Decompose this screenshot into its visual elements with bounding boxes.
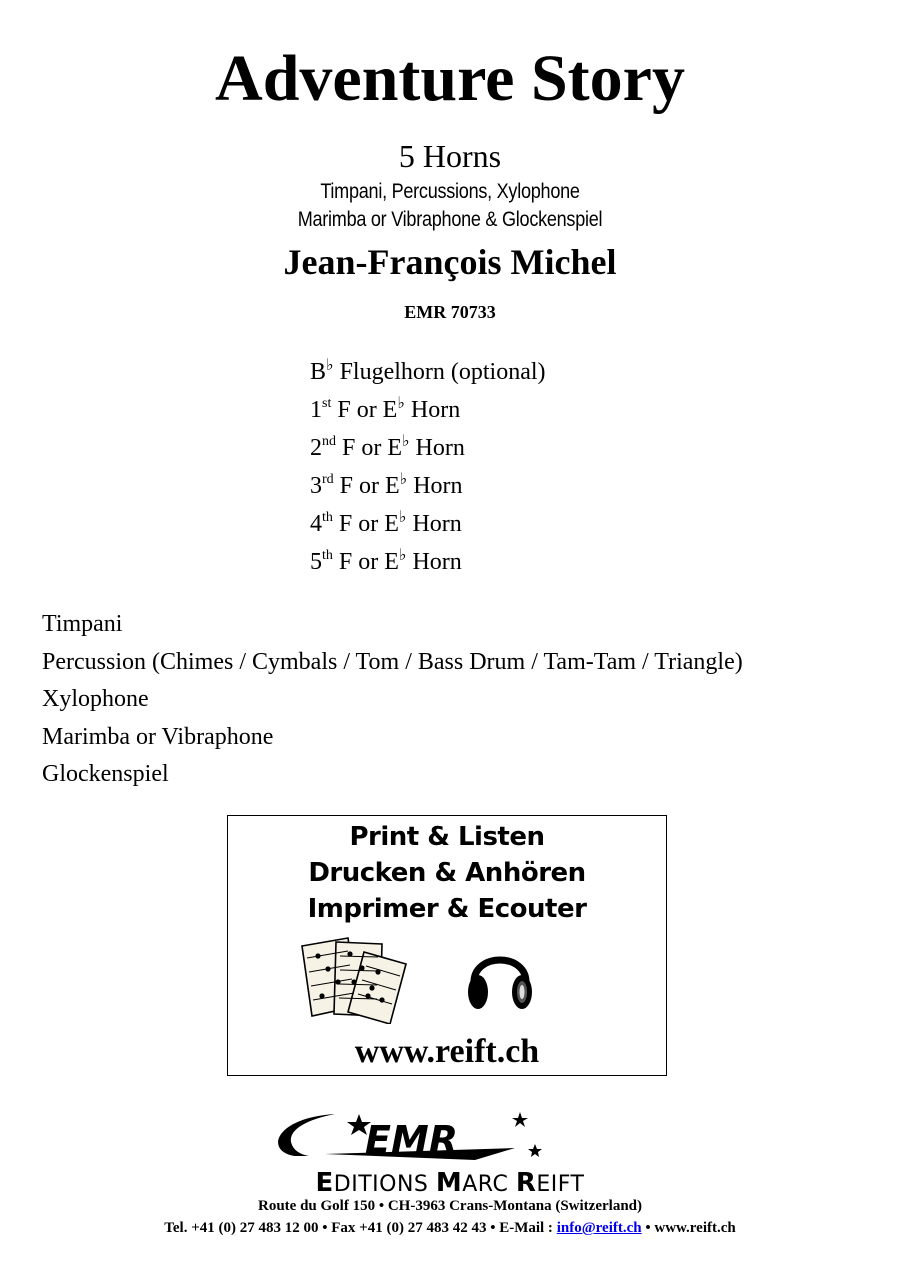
flat-icon: ♭ [398,507,407,526]
part-name: F or E [331,397,398,423]
part-name: F or E [332,549,399,575]
ordinal-suffix: th [322,548,333,563]
instrumentation-line-1: Timpani, Percussions, Xylophone [320,180,580,203]
horn-part [310,505,546,543]
publisher-contact [0,1220,900,1237]
horn-part [310,429,546,467]
part-number: 1 [310,397,322,423]
part-suffix: Horn [409,435,465,461]
horn-part [310,467,546,505]
part-suffix: Horn [406,549,462,575]
ordinal-suffix: th [322,510,333,525]
logo-text: EMR [365,1118,459,1162]
flat-icon: ♭ [398,545,407,564]
part-name: F or E [336,435,402,461]
horn-part [310,543,546,581]
promo-url[interactable]: www.reift.ch [354,1033,540,1070]
instrumentation-line-2: Marimba or Vibraphone & Glockenspiel [297,208,603,231]
promo-line-fr: Imprimer & Ecouter [307,894,587,924]
percussion-part: Marimba or Vibraphone [42,723,274,750]
percussion-part: Timpani [42,611,123,637]
part-suffix: Horn [407,473,463,499]
percussion-part: Percussion (Chimes / Cymbals / Tom / Bass Drum / Tam-Tam / Triangle) [42,648,743,675]
flat-icon: ♭ [402,431,410,450]
part-name: Flugelhorn (optional) [333,359,546,385]
page-title: Adventure Story [215,42,685,115]
part-number: B [310,359,327,385]
part-number: 3 [310,473,322,499]
part-suffix: Horn [406,511,462,537]
contact-website: • www.reift.ch [641,1220,736,1236]
ordinal-suffix: nd [322,434,336,449]
subtitle: 5 Horns [398,138,502,174]
emr-logo [255,1108,545,1168]
percussion-part: Glockenspiel [42,761,169,787]
flat-icon: ♭ [326,355,334,374]
ordinal-suffix: rd [322,472,334,487]
part-number: 2 [310,435,322,461]
promo-line-en: Print & Listen [349,822,545,852]
ordinal-suffix: st [322,396,332,411]
flat-icon: ♭ [399,469,408,488]
part-name: F or E [333,473,400,499]
print-listen-box [227,815,667,1076]
horn-part [310,391,546,429]
percussion-parts-list [42,606,743,794]
horn-part [310,353,546,391]
contact-phone-fax: Tel. +41 (0) 27 483 12 00 • Fax +41 (0) 27 483 42 43 • E-Mail : [164,1220,557,1236]
publisher-address: Route du Golf 150 • CH-3963 Crans-Montana (Switzerland) [258,1198,642,1214]
sheet-music-icon [298,936,410,1024]
percussion-part: Xylophone [42,686,149,712]
part-number: 5 [310,549,322,575]
part-number: 4 [310,511,322,537]
promo-line-de: Drucken & Anhören [308,858,586,888]
catalog-number: EMR 70733 [404,302,496,322]
part-name: F or E [332,511,399,537]
email-link[interactable]: info@reift.ch [556,1220,642,1236]
composer-name: Jean-François Michel [283,242,617,282]
flat-icon: ♭ [397,393,405,412]
headphones-icon [466,938,534,1018]
part-suffix: Horn [404,397,461,423]
publisher-name: EDITIONS MARC REIFT [315,1168,585,1198]
horn-parts-list [310,353,546,581]
